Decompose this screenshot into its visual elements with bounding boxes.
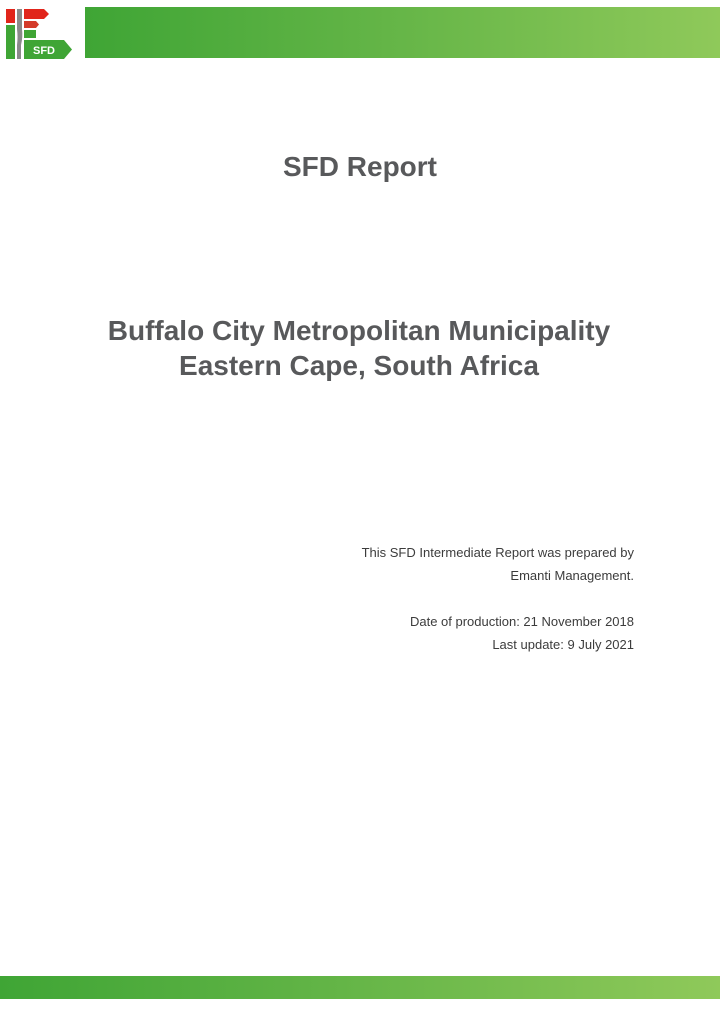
info-spacer — [362, 587, 634, 610]
logo-red-top-left — [6, 9, 15, 23]
logo-green-left — [6, 25, 15, 59]
logo-red-bar — [24, 21, 39, 28]
prepared-by-line-2: Emanti Management. — [510, 568, 634, 583]
footer-green-bar — [0, 976, 720, 999]
report-title — [0, 313, 718, 383]
report-title-line-1: Buffalo City Metropolitan Municipality — [107, 315, 611, 346]
production-date: Date of production: 21 November 2018 — [409, 614, 634, 629]
prepared-by-line-1: This SFD Intermediate Report was prepared by — [361, 545, 634, 560]
report-info — [362, 541, 634, 656]
logo-red-arrow — [24, 9, 49, 19]
logo-gray-pipe — [17, 9, 22, 59]
report-title-line-2: Eastern Cape, South Africa — [179, 350, 539, 381]
logo-green-mid — [24, 30, 36, 38]
last-update: Last update: 9 July 2021 — [492, 637, 634, 652]
header-green-bar — [85, 7, 720, 58]
logo-text: SFD — [33, 45, 55, 57]
document-type-title: SFD Report — [283, 151, 437, 182]
sfd-logo — [6, 7, 76, 61]
